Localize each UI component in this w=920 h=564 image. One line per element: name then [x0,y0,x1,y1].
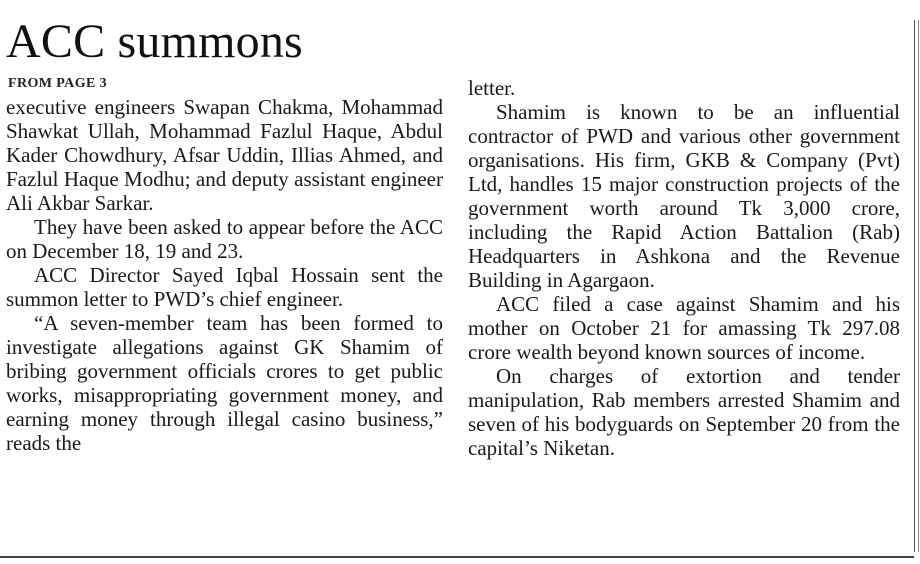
paragraph: ACC filed a case against Shamim and his mother on October 21 for amassing Tk 297.08 crore wealth beyond known sources of income. [468,292,900,364]
bottom-rule [0,556,914,558]
paragraph: They have been asked to appear before the ACC on December 18, 19 and 23. [6,215,443,263]
column-border-rule [914,20,915,552]
paragraph: Shamim is known to be an influential contractor of PWD and various other government organisations. His firm, GKB & Company (Pvt) Ltd, handles 15 major construction projects of the government worth around Tk 3,000 crore, including the Rapid Action Battalion (Rab) Headquarters in Ashkona and the Revenue Building in Agargaon. [468,100,900,292]
left-column [6,95,443,455]
column-border-rule [918,20,919,552]
article-headline: ACC summons [6,15,303,68]
paragraph: letter. [468,76,516,100]
paragraph: “A seven-member team has been formed to investigate allegations against GK Shamim of bribing government officials crores to get public works, misappropriating government money, and earning money through illegal casino business,” reads the [6,311,443,455]
jump-line: FROM PAGE 3 [8,76,108,91]
paragraph: executive engineers Swapan Chakma, Mohammad Shawkat Ullah, Mohammad Fazlul Haque, Abdul Kader Chowdhury, Afsar Uddin, Illias Ahmed, and Fazlul Haque Modhu; and deputy assistant engineer Ali Akbar Sarkar. [6,95,443,215]
paragraph: ACC Director Sayed Iqbal Hossain sent the summon letter to PWD’s chief engineer. [6,263,443,311]
paragraph: On charges of extortion and tender manipulation, Rab members arrested Shamim and seven of his bodyguards on September 20 from the capital’s Niketan. [468,364,900,460]
right-column [468,76,900,460]
